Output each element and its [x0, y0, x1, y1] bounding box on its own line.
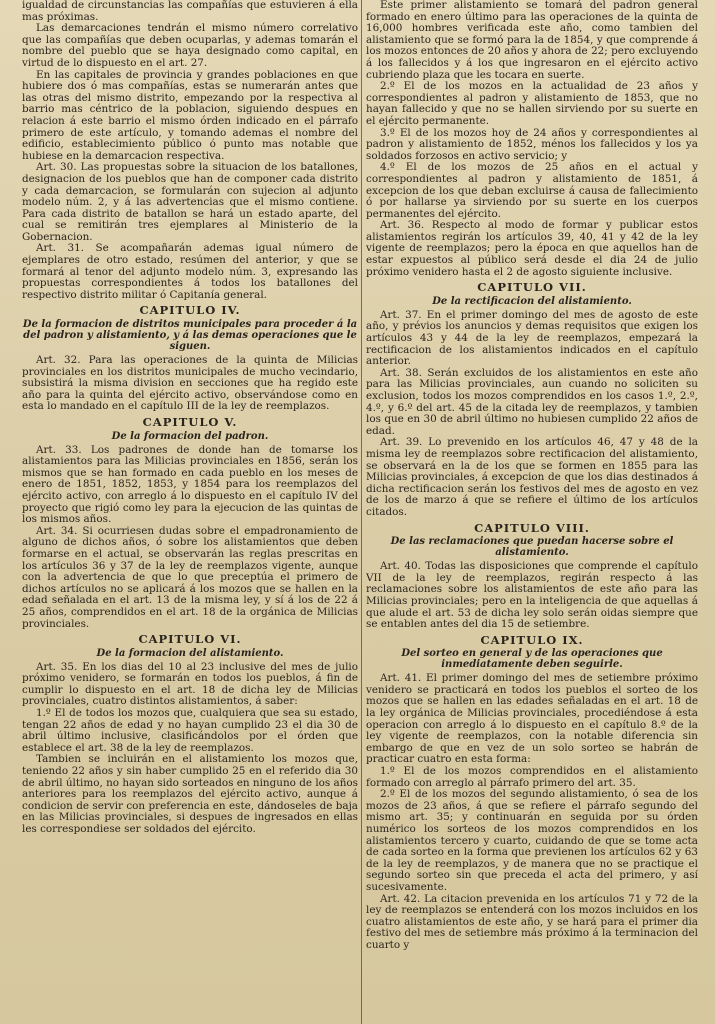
paragraph: 1.º El de los mozos comprendidos en el alistamiento formado con arreglo al párrafo primero del art. 35.	[366, 765, 698, 789]
article-42: Art. 42. La citacion prevenida en los artículos 71 y 72 de la ley de reemplazos se entenderá con los mozos incluidos en los cuatro alistamientos de este año, y se hará para el primer dia festivo del mes de setiembre más próximo á la terminacion del cuarto y	[366, 892, 698, 951]
chapter-subtitle: De la formacion de distritos municipales para proceder á la del padron y alistamiento, y á las demas operaciones que le siguen.	[22, 319, 358, 353]
chapter-heading: CAPITULO IV.	[139, 303, 241, 318]
article-31: Art. 31. Se acompañarán ademas igual número de ejemplares de otro estado, resúmen del anterior, y que se formará al tenor del adjunto modelo núm. 3, expresando las propuestas correspondientes á todos los batallones del respectivo distrito militar ó Capitanía general.	[22, 242, 358, 301]
paragraph: 2.º El de los mozos en la actualidad de 23 años y correspondientes al padron y alistamiento de 1853, que no hayan fallecido y que no se hallen sirviendo por su suerte en el ejército permanente.	[366, 80, 698, 127]
paragraph: 2.º El de los mozos del segundo alistamiento, ó sea de los mozos de 23 años, á que se refiere el párrafo segundo del mismo art. 35; y continuarán en seguida por su órden numérico los sorteos de los mozos comprendidos en los alistamientos tercero y cuarto, cuidando de que se tome acta de cada sorteo en la forma que previenen los artículos 62 y 63 de la ley de reemplazos, y de manera que no se practique el segundo sorteo sin que preceda el acta del primero, y así sucesivamente.	[366, 788, 698, 893]
paragraph: 3.º El de los mozos hoy de 24 años y correspondientes al padron y alistamiento de 1852, ménos los fallecidos y los ya soldados forzosos en activo servicio; y	[366, 126, 698, 162]
article-33: Art. 33. Los padrones de donde han de tomarse los alistamientos para las Milicias provinciales en 1856, serán los mismos que se han formado en cada pueblo en los meses de enero de 1851, 1852, 1853, y 1854 para los reemplazos del ejército activo, con arreglo á lo dispuesto en el capítulo IV del proyecto que rigió como ley para la ejecucion de las quintas de los mismos años.	[22, 443, 358, 526]
article-34: Art. 34. Si ocurriesen dudas sobre el empadronamiento de alguno de dichos años, ó sobre los alistamientos que deben formarse en el actual, se observarán las reglas prescritas en los artículos 36 y 37 de la ley de reemplazos vigente, aunque con la advertencia de que lo que preceptúa el primero de dichos artículos no se aplicará á los mozos que se hallen en la edad señalada en el art. 13 de la misma ley, y sí á los de 22 á 25 años, comprendidos en el art. 18 de la orgánica de Milicias provinciales.	[22, 524, 358, 630]
article-35: Art. 35. En los dias del 10 al 23 inclusive del mes de julio próximo venidero, se formarán en todos los pueblos, á fin de cumplir lo dispuesto en el art. 18 de dicha ley de Milicias provinciales, cuatro distintos alistamientos, á saber:	[22, 660, 358, 708]
chapter-subtitle: De la rectificacion del alistamiento.	[432, 295, 632, 307]
paragraph: 4.º El de los mozos de 25 años en el actual y correspondientes al padron y alistamiento de 1851, á excepcion de los que deban excluirse á causa de fallecimiento ó por hallarse ya sirviendo por su suerte en los cuerpos permanentes del ejército.	[366, 161, 698, 220]
chapter-heading: CAPITULO V.	[142, 415, 238, 429]
paragraph: En las capitales de provincia y grandes poblaciones en que hubiere dos ó mas compañías, estas se numerarán antes que las otras del mismo distrito, empezando por la respectiva al barrio mas céntrico de la poblacion, siguiendo despues en relacion á este barrio el mismo órden indicado en el párrafo primero de este artículo, y tomando ademas el nombre del edificio, establecimiento público ó punto mas notable que hubiese en la demarcacion respectiva.	[22, 68, 358, 162]
column-divider	[361, 0, 362, 1024]
article-30: Art. 30. Las propuestas sobre la situacion de los batallones, designacion de los pueblos que han de componer cada distrito y cada demarcacion, se formularán con sujecion al adjunto modelo núm. 2, y á las advertencias que el mismo contiene. Para cada distrito de batallon se hará un estado aparte, del cual se remitirán tres ejemplares al Ministerio de la Gobernacion.	[22, 161, 358, 243]
chapter-heading: CAPITULO VIII.	[474, 520, 590, 535]
chapter-subtitle: De la formacion del alistamiento.	[96, 647, 284, 659]
chapter-heading: CAPITULO VII.	[477, 280, 587, 295]
chapter-heading: CAPITULO VI.	[138, 632, 242, 647]
chapter-heading: CAPITULO IX.	[480, 632, 584, 647]
article-37: Art. 37. En el primer domingo del mes de agosto de este año, y prévios los anuncios y demas requisitos que exigen los artículos 43 y 44 de la ley de reemplazos, empezará la rectificacion de los alistamientos indicados en el capítulo anterior.	[366, 308, 698, 368]
article-41: Art. 41. El primer domingo del mes de setiembre próximo venidero se practicará en todos los pueblos el sorteo de los mozos que se hallen en las edades señaladas en el art. 18 de la ley orgánica de Milicias provinciales, procediéndose á esta operacion con arreglo á lo dispuesto en el capítulo 8.º de la ley vigente de reemplazos, con la notable diferencia sin embargo de que en vez de un solo sorteo se habrán de practicar cuatro en esta forma:	[366, 672, 698, 766]
article-36: Art. 36. Respecto al modo de formar y publicar estos alistamientos regirán los artículos 39, 40, 41 y 42 de la ley vigente de reemplazos; pero la época en que aquellos han de estar expuestos al público será desde el dia 24 de julio próximo venidero hasta el 2 de agosto siguiente inclusive.	[366, 219, 698, 278]
chapter-subtitle: Del sorteo en general y de las operaciones que inmediatamente deben seguirle.	[401, 648, 663, 671]
article-39: Art. 39. Lo prevenido en los artículos 46, 47 y 48 de la misma ley de reemplazos sobre rectificacion del alistamiento, se observará en la de los que se formen en 1855 para las Milicias provinciales, á excepcion de que los dias destinados á dicha rectificacion serán los festivos del mes de agosto en vez de los de marzo á que se refiere el último de los artículos citados.	[366, 436, 698, 518]
left-column	[22, 0, 358, 1024]
right-column	[366, 0, 698, 1024]
article-40: Art. 40. Todas las disposiciones que comprende el capítulo VII de la ley de reemplazos, regirán respecto á las reclamaciones sobre los alistamientos de este año para las Milicias provinciales; pero en la inteligencia de que aquellas á que alude el art. 53 de dicha ley solo serán oidas siempre que se entablen antes del dia 15 de setiembre.	[366, 560, 698, 631]
paragraph: igualdad de circunstancias las compañías que estuvieren á ella mas próximas.	[22, 0, 358, 23]
article-38: Art. 38. Serán excluidos de los alistamientos en este año para las Milicias provinciales, aun cuando no soliciten su exclusion, todos los mozos comprendidos en los casos 1.º, 2.º, 4.º, y 6.º del art. 45 de la citada ley de reemplazos, y tambien los que en 30 de abril último no hubiesen cumplido 22 años de edad.	[366, 366, 698, 437]
paragraph: Las demarcaciones tendrán el mismo número correlativo que las compañías que deben ocuparlas, y ademas tomarán el nombre del pueblo que se haya designado como capital, en virtud de lo dispuesto en el art. 27.	[22, 22, 358, 69]
paragraph: Este primer alistamiento se tomará del padron general formado en enero último para las operaciones de la quinta de 16,000 hombres verificada este año, como tambien del alistamiento que se formó para la de 1854, y que comprende á los mozos entonces de 20 años y ahora de 22; pero excluyendo á los fallecidos y á los que ingresaron en el ejército activo cubriendo plaza que les tocara en suerte.	[366, 0, 698, 81]
chapter-subtitle: De las reclamaciones que puedan hacerse sobre el alistamiento.	[390, 536, 674, 559]
paragraph: Tambien se incluirán en el alistamiento los mozos que, teniendo 22 años y sin haber cumplido 25 en el referido dia 30 de abril último, no hayan sido sorteados en ninguno de los años anteriores para los reemplazos del ejército activo, aunque á condicion de servir con preferencia en este, dándoseles de baja en las Milicias provinciales, si despues de ingresados en ellas les correspondiese ser soldados del ejército.	[22, 753, 358, 835]
chapter-subtitle: De la formacion del padron.	[111, 430, 269, 442]
paragraph: 1.º El de todos los mozos que, cualquiera que sea su estado, tengan 22 años de edad y no hayan cumplido 23 el dia 30 de abril último inclusive, clasificándolos por el órden que establece el art. 38 de la ley de reemplazos.	[22, 707, 358, 754]
article-32: Art. 32. Para las operaciones de la quinta de Milicias provinciales en los distritos municipales de mucho vecindario, subsistirá la misma division en secciones que ha regido este año para la quinta del ejército activo, observándose como en esta lo mandado en el capítulo III de la ley de reemplazos.	[22, 354, 358, 413]
